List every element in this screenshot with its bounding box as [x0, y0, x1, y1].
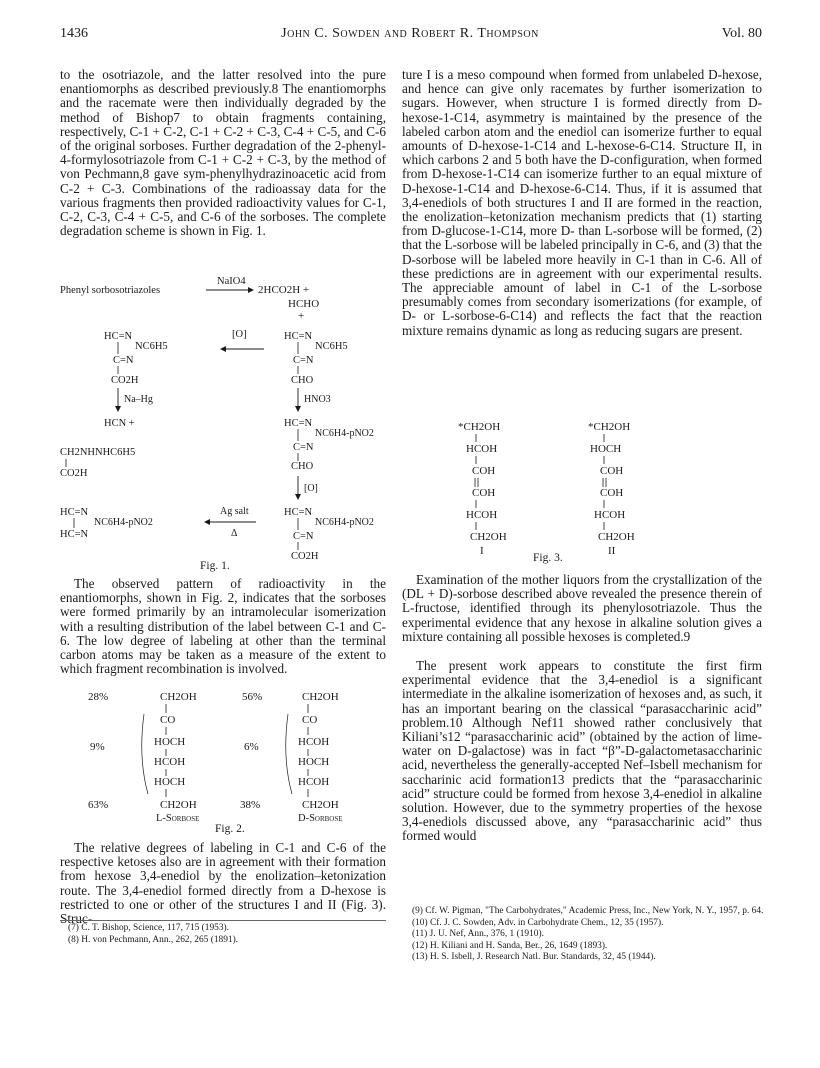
fig3-ii-atom-2: HOCH: [590, 443, 622, 455]
fig3-structure-i: [458, 421, 507, 557]
fig2-right-pct-mid: 6%: [244, 741, 259, 753]
right-paragraph-1: ture I is a meso compound when formed from unlabeled D-hexose, and hence can give only racemates by further isomerization to sugars. However, when structure I is formed directly from D-hexose-1-C14, asymmetry is maintained by the presence of the labeled carbon atom and the enediol can isomerize further to equal amounts of D-hexose-1-C14 and L-hexose-6-C14. Structure II, in which carbons 2 and 5 both have the D-configuration, when formed from D-hexose-1-C14 can isomerize further to an equal mixture of D-hexose-1-C14 and D-hexose-6-C14. Thus, if it is assumed that 3,4-enediols of both structures I and II are formed in the reaction, the enolization–ketonization mechanism predicts that (1) starting from D-glucose-1-C14, more D- than L-sorbose will be formed, (2) that the L-sorbose will be labeled principally in C-6, and (3) that the D-sorbose will be labeled more heavily in C-1 than in C-6. All of these predictions are in agreement with our experimental results. The appreciable amount of label in C-1 of the L-sorbose presumably comes from secondary isomerizations (for example, of D- or L-sorbose-6-C14) and reflects the fact that the reaction mixture remains dynamic as long as reducing sugars are present.: [402, 67, 762, 338]
fig1-reagent: NaIO4: [217, 276, 246, 287]
fig2-left-name: L-Sorbose: [156, 813, 200, 824]
fig1-products: 2HCO2H +: [258, 284, 310, 296]
fig2-d-sorbose: [240, 691, 343, 824]
fig1-hydrazino-co2h: CO2H: [60, 468, 88, 479]
fig1-ring-c-sub: NC6H4-pNO2: [315, 428, 374, 439]
fig2-right-name: D-Sorbose: [298, 813, 343, 824]
fig2-right-pct-top: 56%: [242, 691, 263, 703]
fig1-start: Phenyl sorbosotriazoles: [60, 285, 161, 296]
left-paragraph-1: to the osotriazole, and the latter resolved into the pure enantiomorphs as described previously.8 The enantiomorphs and the racemate were then individually degraded by the method of Bishop7 to obtain fragments containing, respectively, C-1 + C-2, C-1 + C-2 + C-3, C-4 + C-5, and C-6 of the original sorboses. Further degradation of the 2-phenyl-4-formylosotriazole from C-1 + C-2 + C-3, by the method of von Pechmann,8 gave sym-phenylhydrazinoacetic acid from C-2 + C-3. Combinations of the radioassay data for the various fragments then provided radioactivity values for C-1, C-2, C-3, C-4 + C-5, and C-6 of the sorboses. The complete degradation scheme is shown in Fig. 1.: [60, 67, 386, 239]
right-paragraph-2: Examination of the mother liquors from the crystallization of the (DL + D)-sorbose described above revealed the presence therein of L-fructose, identified through its phenylosotriazole. Thus the experimental evidence that any hexose in alkaline solution gives a mixture containing all possible hexoses is completed.9: [402, 572, 762, 644]
footnote-12: (12) H. Kiliani and H. Sanda, Ber., 26, 1649 (1893).: [412, 940, 608, 951]
fig3-i-atom-6: CH2OH: [470, 531, 507, 543]
fig2-right-atom-1: CH2OH: [302, 691, 339, 703]
fig3-ii-atom-4: COH: [600, 487, 624, 499]
fig2-left-atom-1: CH2OH: [160, 691, 197, 703]
fig2-right-atom-2: CO: [302, 714, 318, 726]
fig1-ring-c-bottom: C=N: [293, 442, 314, 453]
figure-1-degradation-scheme: [60, 270, 390, 570]
left-paragraph-2: The observed pattern of radioactivity in the enantiomorphs, shown in Fig. 2, indicates that the sorboses were formed primarily by an intramolecular isomerization with a resulting distribution of the label between C-1 and C-6. The low degree of labeling at other than the terminal carbon atoms may be taken as a measure of the extent to which fragment recombination is involved.: [60, 576, 386, 677]
fig3-i-atom-5: HCOH: [466, 509, 498, 521]
fig1-oxidation-2: [O]: [304, 483, 318, 494]
fig1-ring-c-cho: CHO: [291, 461, 314, 472]
fig3-ii-label: II: [608, 545, 616, 557]
fig1-ring-a-bottom: C=N: [113, 355, 134, 366]
footnote-7: (7) C. T. Bishop, Science, 117, 715 (1953).: [68, 923, 230, 933]
fig2-left-pct-mid: 9%: [90, 741, 105, 753]
fig1-plus: +: [298, 310, 305, 322]
footnote-10: (10) Cf. J. C. Sowden, Adv. in Carbohydrate Chem., 12, 35 (1957).: [412, 917, 664, 928]
figure-1-caption: Fig. 1.: [200, 560, 230, 572]
fig2-right-atom-4: HOCH: [298, 756, 330, 768]
fig1-ring-e-top: HC=N: [284, 507, 313, 518]
fig3-i-atom-3: COH: [472, 465, 496, 477]
right-paragraph-3: The present work appears to constitute the first firm experimental evidence that the 3,4-enediol is a significant intermediate in the alkaline isomerization of hexoses and, as such, it has an important bearing on the classical “parasaccharinic acid” problem.10 Although Nef11 showed rather conclusively that Kiliani’s12 “parasaccharinic acid” (obtained by the action of lime-water on D-galactose) was in fact “β”-D-galactometasaccharinic acid, nevertheless the generally-accepted Nef–Isbell mechanism for saccharinic acid formation13 predicts that the “parasaccharinic acid” structure could be formed from hexose 3,4-enediol in alkaline solution. However, due to the symmetry properties of the hexose 3,4-enediols discussed above, any “parasaccharinic acid” thus formed would: [402, 658, 762, 844]
left-paragraph-3: The relative degrees of labeling in C-1 and C-6 of the respective ketoses also are in agreement with their formation from hexose 3,4-enediol by the enolization–ketonization route. The 3,4-enediol formed directly from a D-hexose is restricted to one or other of the structures I and II (Fig. 3). Struc-: [60, 840, 386, 927]
fig2-left-pct-top: 28%: [88, 691, 109, 703]
fig2-left-atom-6: CH2OH: [160, 799, 197, 811]
figure-2-caption: Fig. 2.: [215, 823, 245, 835]
fig2-right-pct-bot: 38%: [240, 799, 261, 811]
volume-number: Vol. 80: [721, 26, 762, 41]
fig1-ring-a-sub: NC6H5: [135, 341, 168, 352]
fig2-left-atom-4: HCOH: [154, 756, 186, 768]
fig1-hcho: HCHO: [288, 298, 320, 310]
footnote-8: (8) H. von Pechmann, Ann., 262, 265 (1891).: [68, 934, 239, 945]
fig3-ii-atom-3: COH: [600, 465, 624, 477]
fig1-ring-e-bottom: C=N: [293, 531, 314, 542]
fig3-ii-atom-1: *CH2OH: [588, 421, 631, 433]
fig1-ring-d-bottom: HC=N: [60, 529, 89, 540]
footnote-9: (9) Cf. W. Pigman, "The Carbohydrates," Academic Press, Inc., New York, N. Y., 1957, p. 64.: [412, 906, 764, 916]
figure-2-labeling-pattern: [60, 688, 390, 838]
fig3-ii-atom-5: HCOH: [594, 509, 626, 521]
footnotes-left: [68, 923, 384, 946]
fig3-i-atom-2: HCOH: [466, 443, 498, 455]
fig1-ag-salt: Ag salt: [220, 506, 249, 517]
fig1-ring-e-sub: NC6H4-pNO2: [315, 517, 374, 528]
fig1-ring-a-top: HC=N: [104, 331, 133, 342]
fig1-ring-a-co2h: CO2H: [111, 375, 139, 386]
fig3-structure-ii: [588, 421, 635, 557]
fig3-i-atom-1: *CH2OH: [458, 421, 501, 433]
footnotes-right: [402, 906, 764, 964]
fig1-ring-b-sub: NC6H5: [315, 341, 348, 352]
figure-3-caption: Fig. 3.: [533, 552, 563, 564]
figure-3-enediol-structures: [440, 418, 740, 563]
fig1-hno3: HNO3: [304, 394, 331, 405]
fig1-ring-b-bottom: C=N: [293, 355, 314, 366]
fig2-right-atom-6: CH2OH: [302, 799, 339, 811]
fig2-left-atom-2: CO: [160, 714, 176, 726]
fig1-hydrazino-acid: CH2NHNHC6H5: [60, 447, 136, 458]
fig1-ring-d-sub: NC6H4-pNO2: [94, 517, 153, 528]
footnote-rule-left: [60, 920, 386, 921]
fig1-ring-b-top: HC=N: [284, 331, 313, 342]
running-head-authors: John C. Sowden and Robert R. Thompson: [281, 26, 539, 41]
fig1-hcn: HCN +: [104, 418, 135, 429]
fig1-na-hg: Na–Hg: [124, 394, 153, 405]
fig1-ring-e-co2h: CO2H: [291, 551, 319, 562]
fig1-delta: Δ: [231, 528, 238, 539]
fig2-left-atom-5: HOCH: [154, 776, 186, 788]
footnote-11: (11) J. U. Nef, Ann., 376, 1 (1910).: [412, 929, 544, 940]
fig1-oxidation: [O]: [232, 329, 247, 340]
fig3-i-atom-4: COH: [472, 487, 496, 499]
fig2-right-atom-3: HCOH: [298, 736, 330, 748]
page-number: 1436: [60, 26, 88, 41]
fig1-ring-c-top: HC=N: [284, 418, 313, 429]
fig1-ring-d-top: HC=N: [60, 507, 89, 518]
fig2-right-atom-5: HCOH: [298, 776, 330, 788]
fig2-left-atom-3: HOCH: [154, 736, 186, 748]
footnote-13: (13) H. S. Isbell, J. Research Natl. Bur. Standards, 32, 45 (1944).: [412, 952, 656, 963]
fig2-left-pct-bot: 63%: [88, 799, 109, 811]
fig3-ii-atom-6: CH2OH: [598, 531, 635, 543]
fig3-i-label: I: [480, 545, 484, 557]
fig2-l-sorbose: [88, 691, 199, 824]
fig1-ring-b-cho: CHO: [291, 375, 314, 386]
